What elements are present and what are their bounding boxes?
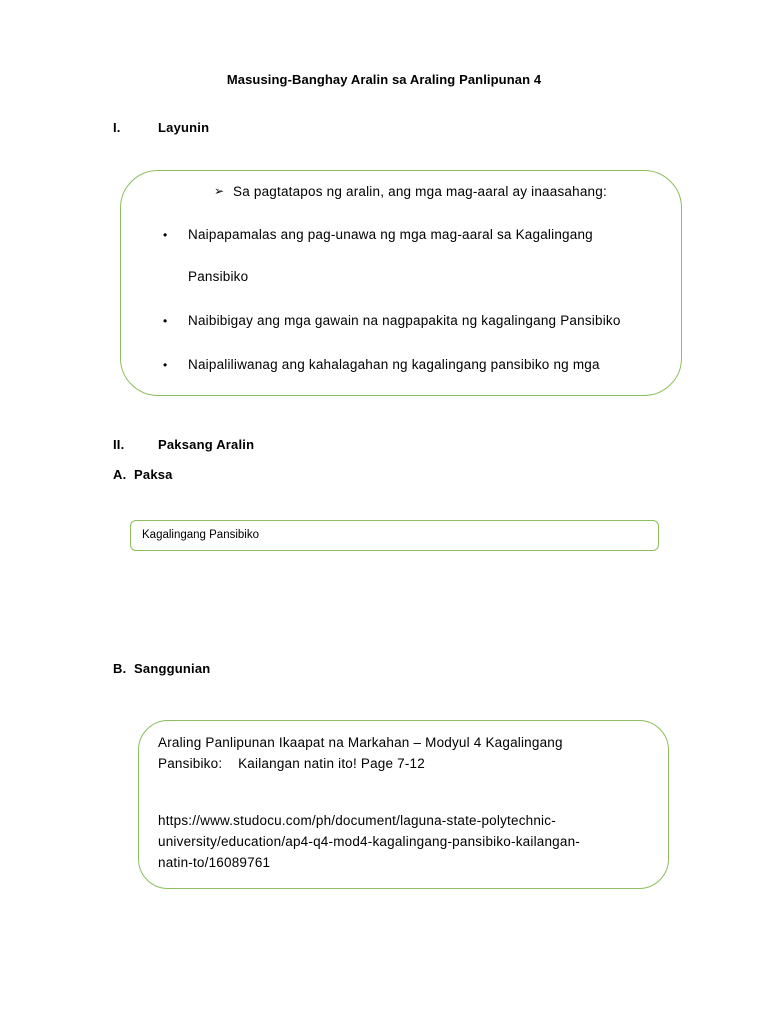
reference-line-2: Pansibiko: Kailangan natin ito! Page 7-12 <box>158 756 425 771</box>
objective-1-line-2: Pansibiko <box>188 269 249 284</box>
objective-3: Naipaliliwanag ang kahalagahan ng kagalingang pansibiko ng mga <box>188 357 600 372</box>
bullet-icon: • <box>163 228 168 242</box>
subsection-b-label: B. Sanggunian <box>113 661 211 676</box>
objectives-intro: Sa pagtatapos ng aralin, ang mga mag-aaral ay inaasahang: <box>233 184 607 199</box>
bullet-icon: • <box>163 358 168 372</box>
document-title: Masusing-Banghay Aralin sa Araling Panlipunan 4 <box>226 72 542 87</box>
section-2-heading: Paksang Aralin <box>158 437 255 452</box>
reference-url-line-1: https://www.studocu.com/ph/document/laguna-state-polytechnic- <box>158 813 556 828</box>
section-2-numeral: II. <box>113 437 125 452</box>
arrow-bullet-icon: ➢ <box>214 184 225 198</box>
objective-1-line-1: Naipapamalas ang pag-unawa ng mga mag-aaral sa Kagalingang <box>188 227 593 242</box>
section-1-heading: Layunin <box>158 120 210 135</box>
topic-text: Kagalingang Pansibiko <box>142 529 260 541</box>
reference-url-line-2: university/education/ap4-q4-mod4-kagalingang-pansibiko-kailangan- <box>158 834 581 849</box>
subsection-a-label: A. Paksa <box>113 467 173 482</box>
bullet-icon: • <box>163 314 168 328</box>
objective-2: Naibibigay ang mga gawain na nagpapakita ng kagalingang Pansibiko <box>188 313 621 328</box>
reference-url-line-3: natin-to/16089761 <box>158 855 271 870</box>
section-1-numeral: I. <box>113 120 121 135</box>
reference-line-1: Araling Panlipunan Ikaapat na Markahan – Modyul 4 Kagalingang <box>158 735 563 750</box>
